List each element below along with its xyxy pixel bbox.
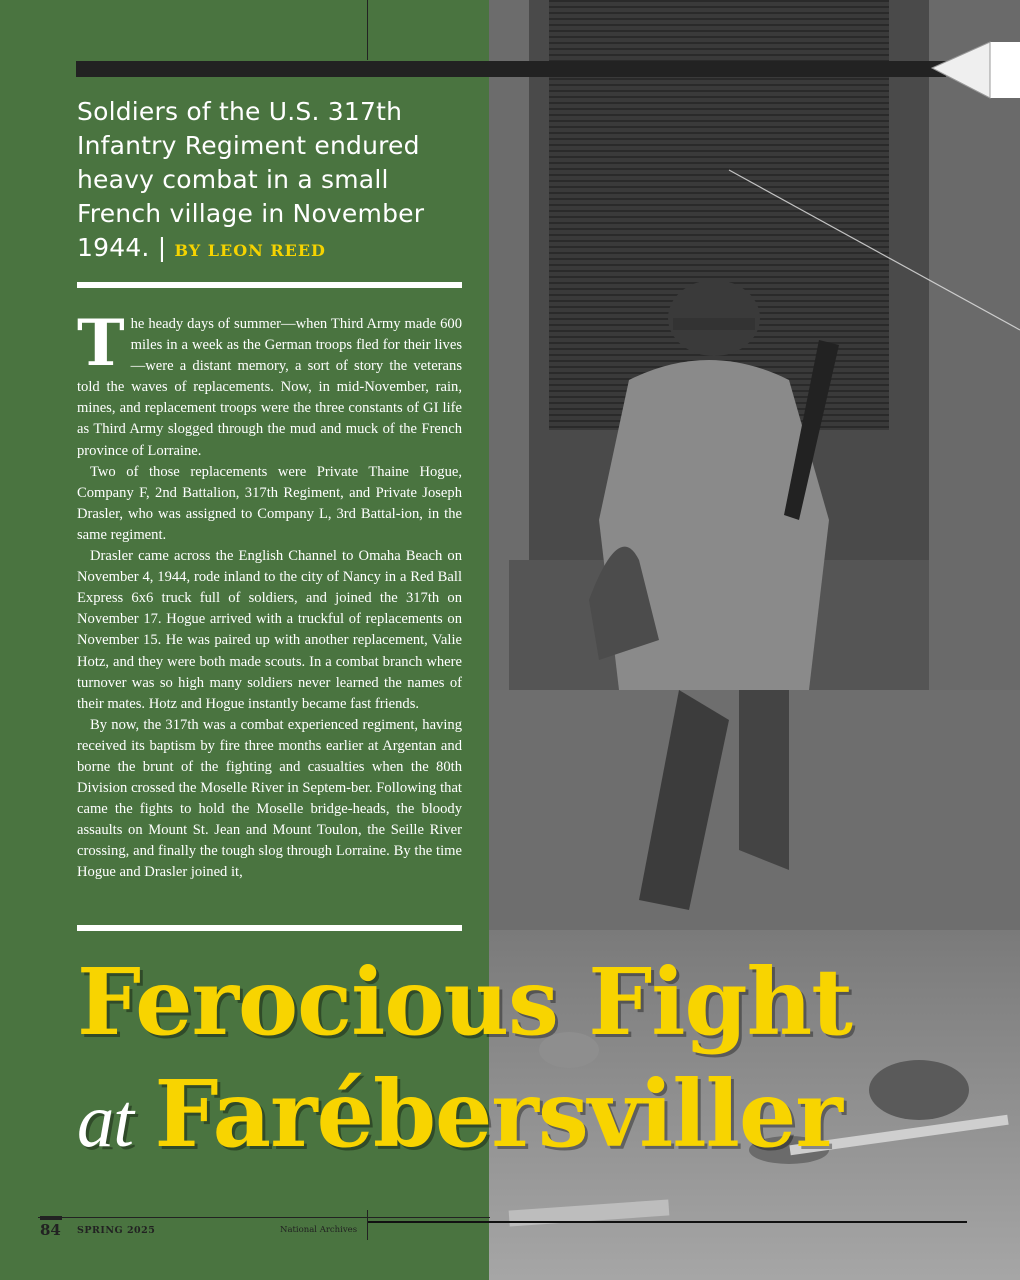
crop-mark-line-bottom [367, 1210, 368, 1240]
byline: BY LEON REED [174, 241, 326, 260]
title-line-2: Farébersviller [154, 1060, 842, 1168]
drop-cap: T [77, 306, 125, 381]
paragraph-1 [77, 306, 462, 462]
page-number: 84 [40, 1221, 61, 1239]
deck-text: Soldiers of the U.S. 317th Infantry Regiment endured heavy combat in a small French village in November 1944. [77, 97, 425, 262]
paragraph-4: By now, the 317th was a combat experienced regiment, having received its baptism by fire three months earlier at Argentan and borne the brunt of the fighting and casualties when the 80th Division crossed the Moselle River in Septem-ber. Following that came the fights to hold the Moselle bridge-heads, the bloody assaults on Mount St. Jean and Mount Toulon, the Seille River crossing, and finally the tough slog through Lorraine. By the time Hogue and Drasler joined it, [77, 716, 462, 881]
photo-credit: National Archives [280, 1225, 358, 1235]
crop-mark-line [367, 0, 368, 60]
article-title [77, 948, 998, 1171]
arrow-head-icon [930, 40, 1020, 100]
deck-separator: | [157, 233, 167, 262]
title-line-2-wrap [77, 1060, 998, 1171]
divider-top [77, 282, 462, 288]
title-at: at [77, 1079, 133, 1163]
footer-rule [38, 1217, 490, 1218]
article-body [77, 306, 462, 884]
paragraph-1-text: he heady days of summer—when Third Army made 600 miles in a week as the German troops fled for their lives—were a distant memory, a sort of story the veterans told the waves of replacements. Now, in mid-November, rain, mines, and replacement troops were the three constants of GI life as Third Army slogged through the mud and muck of the French province of Lorraine. [77, 316, 462, 459]
paragraph-2: Two of those replacements were Private Thaine Hogue, Company F, 2nd Battalion, 317th Regiment, and Private Joseph Drasler, who was assigned to Company L, 3rd Battal-ion, in the same regiment. [77, 463, 462, 543]
page-number-bar [40, 1216, 62, 1220]
title-line-1: Ferocious Fight [77, 948, 852, 1056]
deck-subtitle [77, 95, 467, 268]
issue-label: SPRING 2025 [77, 1225, 156, 1236]
paragraph-3: Drasler came across the English Channel to Omaha Beach on November 4, 1944, rode inland to the city of Nancy in a Red Ball Express 6x6 truck full of soldiers, and joined the 317th on November 17. Hogue arrived with a truckful of replacements on November 15. He was paired up with another replacement, Valie Hotz, and they were both made scouts. In a combat branch where turnover was so high many soldiers never learned the names of their mates. Hotz and Hogue instantly became fast friends. [77, 548, 462, 712]
header-bar [76, 61, 946, 77]
footer-rule-right [367, 1221, 967, 1223]
divider-bottom [77, 925, 462, 931]
